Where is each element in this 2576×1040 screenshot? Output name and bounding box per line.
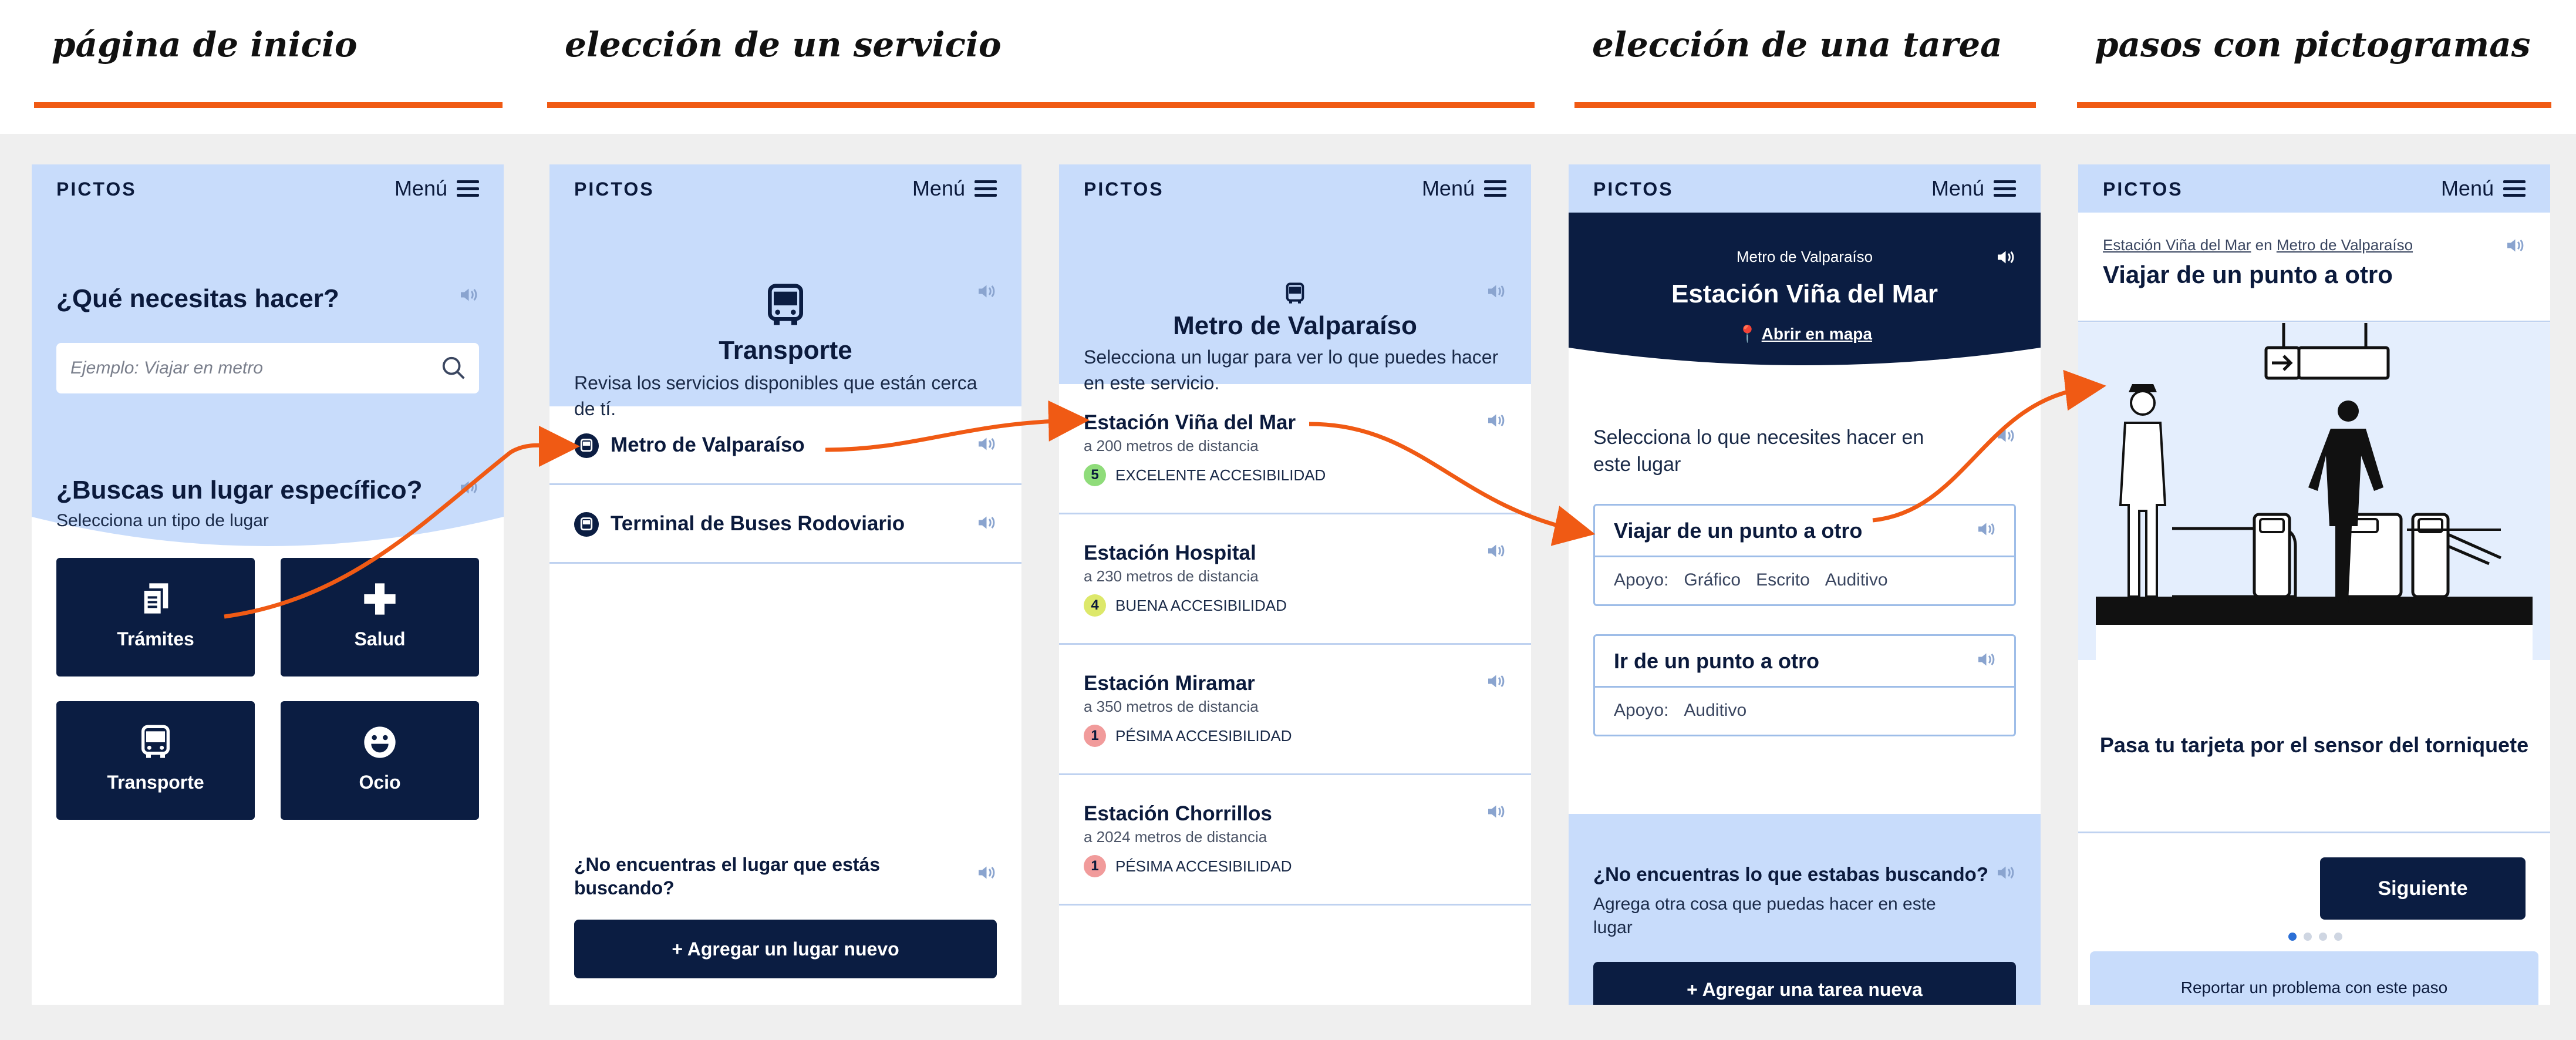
map-link-label: Abrir en mapa <box>1761 325 1872 343</box>
hero-area <box>549 213 1021 419</box>
section-title: elección de un servicio <box>565 25 1002 65</box>
bus-icon <box>574 433 599 458</box>
bus-icon <box>574 512 599 537</box>
menu-label: Menú <box>1931 176 1984 200</box>
page-title: ¿Qué necesitas hacer? <box>56 284 339 313</box>
section-underline <box>547 102 1535 108</box>
top-bar <box>2078 164 2550 213</box>
list-item[interactable] <box>549 485 1021 564</box>
accessibility-label: EXCELENTE ACCESIBILIDAD <box>1115 466 1326 484</box>
support-list <box>1595 557 2014 604</box>
support-label: Apoyo: <box>1614 701 1669 720</box>
section-header-steps <box>2077 0 2551 134</box>
menu-button[interactable] <box>1931 176 2016 201</box>
section-underline <box>34 102 503 108</box>
accessibility-label: PÉSIMA ACCESIBILIDAD <box>1115 726 1292 745</box>
accessibility-score: 1 <box>1084 855 1106 877</box>
section-title: elección de una tarea <box>1592 25 2002 65</box>
speaker-icon[interactable] <box>977 435 998 453</box>
speaker-icon[interactable] <box>1486 411 1508 430</box>
tile-tramites[interactable] <box>56 558 255 676</box>
speaker-icon[interactable] <box>1996 863 2017 882</box>
step-dot[interactable] <box>2288 933 2297 941</box>
speaker-icon[interactable] <box>459 478 480 497</box>
top-bar <box>1569 164 2041 213</box>
step-pagination[interactable] <box>2288 933 2342 941</box>
station-name: Estación Hospital <box>1084 541 1256 564</box>
phone-step <box>2078 164 2550 1005</box>
section-subtitle: Selecciona un tipo de lugar <box>56 511 269 530</box>
speaker-icon[interactable] <box>977 282 998 301</box>
hamburger-icon <box>2503 180 2526 197</box>
accessibility-badge <box>1084 594 1287 617</box>
phone-home <box>32 164 504 1005</box>
hamburger-icon <box>457 180 479 197</box>
logo[interactable]: PICTOS <box>574 179 655 200</box>
search-icon[interactable] <box>440 355 467 382</box>
search-placeholder: Ejemplo: Viajar en metro <box>70 358 263 378</box>
station-name: Estación Chorrillos <box>1084 802 1272 825</box>
logo[interactable]: PICTOS <box>2103 179 2183 200</box>
list-item[interactable] <box>549 406 1021 485</box>
support-tag: Auditivo <box>1684 701 1747 720</box>
station-row[interactable] <box>1059 775 1531 906</box>
speaker-icon[interactable] <box>1996 248 2017 267</box>
phone-transport <box>549 164 1021 1005</box>
next-button[interactable]: Siguiente <box>2320 857 2526 920</box>
accessibility-score: 4 <box>1084 594 1106 617</box>
speaker-icon[interactable] <box>1486 541 1508 560</box>
divider <box>2078 832 2550 833</box>
speaker-icon[interactable] <box>1977 650 1998 669</box>
menu-button[interactable] <box>1422 176 1506 201</box>
accessibility-score: 5 <box>1084 464 1106 486</box>
search-input[interactable] <box>56 343 479 393</box>
station-title: Estación Viña del Mar <box>1671 280 1938 308</box>
map-link[interactable] <box>1569 324 2041 344</box>
menu-label: Menú <box>912 176 965 200</box>
accessibility-label: BUENA ACCESIBILIDAD <box>1115 596 1287 614</box>
not-found-area <box>1569 814 2041 1005</box>
step-dot[interactable] <box>2304 933 2312 941</box>
speaker-icon[interactable] <box>1486 282 1508 301</box>
hamburger-icon <box>975 180 997 197</box>
tile-salud[interactable] <box>281 558 479 676</box>
top-bar <box>1059 164 1531 213</box>
bus-icon <box>762 282 809 329</box>
speaker-icon[interactable] <box>1996 426 2017 445</box>
divider <box>2078 321 2550 322</box>
accessibility-badge <box>1084 725 1292 747</box>
tile-label: Salud <box>354 628 406 649</box>
menu-button[interactable] <box>2441 176 2526 201</box>
station-name: Estación Viña del Mar <box>1084 411 1296 434</box>
task-title: Ir de un punto a otro <box>1614 649 1819 673</box>
speaker-icon[interactable] <box>977 513 998 532</box>
station-distance: a 2024 metros de distancia <box>1084 828 1267 846</box>
speaker-icon[interactable] <box>977 863 998 882</box>
menu-button[interactable] <box>395 176 479 201</box>
phone-station <box>1569 164 2041 1005</box>
service-name: Metro de Valparaíso <box>611 433 805 456</box>
support-label: Apoyo: <box>1614 570 1669 590</box>
not-found-text: ¿No encuentras el lugar que estás buscando? <box>574 854 881 898</box>
step-dot[interactable] <box>2319 933 2327 941</box>
page-description: Selecciona un lugar para ver lo que puedes hacer en este servicio. <box>1084 346 1499 393</box>
service-caption: Metro de Valparaíso <box>1736 248 1873 265</box>
phone-metro <box>1059 164 1531 1005</box>
accessibility-score: 1 <box>1084 725 1106 747</box>
turnstile-pictogram <box>2078 323 2550 660</box>
speaker-icon[interactable] <box>459 285 480 304</box>
station-distance: a 200 metros de distancia <box>1084 437 1259 455</box>
page-title: Viajar de un punto a otro <box>2103 261 2393 288</box>
logo[interactable]: PICTOS <box>56 179 137 200</box>
top-bar <box>549 164 1021 213</box>
accessibility-badge <box>1084 464 1326 486</box>
not-found-text: ¿No encuentras lo que estabas buscando? <box>1593 863 1988 885</box>
breadcrumb <box>2103 236 2413 254</box>
station-distance: a 350 metros de distancia <box>1084 698 1259 715</box>
menu-button[interactable] <box>912 176 997 201</box>
add-place-button[interactable]: + Agregar un lugar nuevo <box>574 920 997 978</box>
health-cross-icon <box>361 580 399 618</box>
speaker-icon[interactable] <box>2506 236 2527 255</box>
hero-area <box>32 213 504 494</box>
speaker-icon[interactable] <box>1977 520 1998 538</box>
support-tag: Auditivo <box>1825 570 1888 590</box>
section-heading: ¿Buscas un lugar específico? <box>56 476 423 504</box>
not-found-subtitle: Agrega otra cosa que puedas hacer en este lugar <box>1593 894 1936 937</box>
section-title: página de inicio <box>52 25 358 65</box>
task-prompt: Selecciona lo que necesites hacer en este lugar <box>1593 426 1924 476</box>
location-pin-icon: 📍 <box>1737 325 1758 343</box>
tile-label: Ocio <box>359 772 401 793</box>
step-dot[interactable] <box>2334 933 2342 941</box>
report-problem-button[interactable]: Reportar un problema con este paso <box>2090 951 2538 1005</box>
section-underline <box>2077 102 2551 108</box>
service-name: Terminal de Buses Rodoviario <box>611 512 905 535</box>
task-card[interactable] <box>1593 504 2016 606</box>
tile-transporte[interactable] <box>56 701 255 820</box>
tile-ocio[interactable] <box>281 701 479 820</box>
station-row[interactable] <box>1059 514 1531 645</box>
speaker-icon[interactable] <box>1486 802 1508 821</box>
section-header-home <box>34 0 503 134</box>
accessibility-badge <box>1084 855 1292 877</box>
page-title: Transporte <box>719 336 852 365</box>
smiley-icon <box>361 723 399 761</box>
menu-label: Menú <box>394 176 447 200</box>
section-header-service <box>547 0 1535 134</box>
task-title: Viajar de un punto a otro <box>1614 519 1863 543</box>
documents-icon <box>137 580 174 618</box>
logo[interactable]: PICTOS <box>1593 179 1674 200</box>
logo[interactable]: PICTOS <box>1084 179 1164 200</box>
section-title: pasos con pictogramas <box>2095 25 2531 65</box>
task-card[interactable] <box>1593 634 2016 736</box>
station-row[interactable] <box>1059 384 1531 514</box>
breadcrumb-service[interactable]: Metro de Valparaíso <box>2276 236 2413 254</box>
top-bar <box>32 164 504 213</box>
tile-label: Trámites <box>117 628 194 649</box>
tile-label: Transporte <box>107 772 204 793</box>
station-name: Estación Miramar <box>1084 672 1255 695</box>
step-instruction: Pasa tu tarjeta por el sensor del torniquete <box>2099 733 2529 757</box>
support-tag: Escrito <box>1756 570 1810 590</box>
bus-icon <box>1283 282 1307 305</box>
add-task-button[interactable]: + Agregar una tarea nueva <box>1593 962 2016 1005</box>
menu-label: Menú <box>2440 176 2494 200</box>
hamburger-icon <box>1484 180 1506 197</box>
section-header-task <box>1574 0 2036 134</box>
page-description: Revisa los servicios disponibles que están cerca de tí. <box>574 372 977 419</box>
menu-label: Menú <box>1421 176 1475 200</box>
speaker-icon[interactable] <box>1486 672 1508 691</box>
bus-icon <box>137 723 174 761</box>
breadcrumb-separator: en <box>2255 236 2272 254</box>
station-distance: a 230 metros de distancia <box>1084 567 1259 585</box>
support-list <box>1595 688 2014 735</box>
hero-area <box>1059 213 1531 393</box>
section-underline <box>1574 102 2036 108</box>
page-title: Metro de Valparaíso <box>1173 311 1417 340</box>
station-row[interactable] <box>1059 645 1531 775</box>
step-header <box>2078 213 2550 322</box>
hamburger-icon <box>1994 180 2016 197</box>
accessibility-label: PÉSIMA ACCESIBILIDAD <box>1115 857 1292 875</box>
breadcrumb-station[interactable]: Estación Viña del Mar <box>2103 236 2251 254</box>
support-tag: Gráfico <box>1684 570 1741 590</box>
